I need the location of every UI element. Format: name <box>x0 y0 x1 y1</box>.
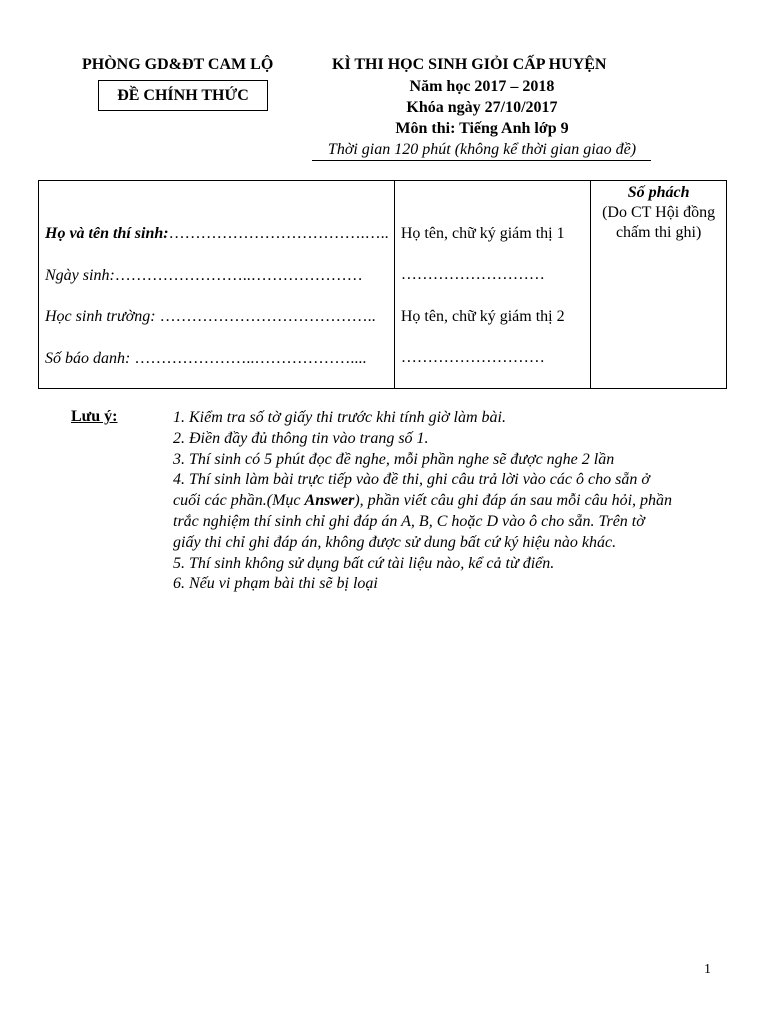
official-exam-box <box>98 80 268 111</box>
notes-label: Lưu ý: <box>71 408 118 425</box>
note-item: 2. Điền đầy đủ thông tin vào trang số 1. <box>173 429 429 447</box>
proctor1-label: Họ tên, chữ ký giám thị 1 <box>400 225 565 242</box>
birth-date-field[interactable] <box>45 267 363 285</box>
candidate-number-dots: …………………..……………….... <box>134 350 367 367</box>
candidate-number-label: Số báo danh: <box>45 350 131 367</box>
note-item-4-tail: ), phần viết câu ghi đáp án sau mỗi câu hỏi, phần trắc nghiệm thí sinh chỉ ghi đáp án A, B, C hoặc D vào ô cho sẵn. Trên tờ giấy thi chỉ ghi đáp án, không được sử dung bất cứ ký hiệu nào khác. <box>173 492 673 551</box>
school-year: Năm học 2017 – 2018 <box>409 78 555 95</box>
department-name: PHÒNG GD&ĐT CAM LỘ <box>82 56 274 73</box>
candidate-number-field[interactable] <box>45 350 366 368</box>
serial-note: (Do CT Hội đồng chấm thi ghi) <box>602 204 716 241</box>
exam-duration: Thời gian 120 phút (không kể thời gian giao đề) <box>327 141 637 158</box>
exam-date: Khóa ngày 27/10/2017 <box>406 99 558 116</box>
school-label: Học sinh trường: <box>45 308 156 325</box>
official-exam-label: ĐỀ CHÍNH THỨC <box>117 86 249 104</box>
note-item: 1. Kiểm tra số tờ giấy thi trước khi tính giờ làm bài. <box>173 409 506 426</box>
note-item: 3. Thí sinh có 5 phút đọc đề nghe, mỗi phần nghe sẽ được nghe 2 lần <box>173 450 615 468</box>
note-item <box>173 470 673 553</box>
proctor1-signature-line[interactable]: ……………………… <box>400 266 545 283</box>
page-number: 1 <box>704 962 711 977</box>
proctor2-signature-line[interactable]: ……………………… <box>400 349 545 366</box>
note-item-4-start: 4. Thí sinh làm bài trực tiếp vào đề thi, ghi câu trả lời vào các ô cho sẵn ở cuối các phần.(Mục <box>173 471 650 510</box>
proctor-cell <box>394 181 590 389</box>
candidate-name-label: Họ và tên thí sinh: <box>45 225 169 242</box>
note-item: 5. Thí sinh không sử dụng bất cứ tài liệu nào, kể cả từ điển. <box>173 554 555 572</box>
serial-number-cell <box>591 181 727 389</box>
school-dots: ………………………………….. <box>159 308 376 325</box>
birth-date-label: Ngày sinh: <box>45 267 115 284</box>
candidate-name-dots: ……………………………….….. <box>168 225 389 242</box>
duration-underline <box>312 160 651 161</box>
note-item-4-bold: Answer <box>304 492 355 510</box>
serial-title: Số phách <box>627 184 690 201</box>
candidate-info-table <box>38 180 727 389</box>
school-field[interactable] <box>45 308 376 326</box>
birth-date-dots: ……………………..………………… <box>114 267 363 284</box>
note-item: 6. Nếu vi phạm bài thi sẽ bị loại <box>173 575 378 593</box>
exam-subject: Môn thi: Tiếng Anh lớp 9 <box>395 120 569 137</box>
exam-title: KÌ THI HỌC SINH GIỎI CẤP HUYỆN <box>332 56 607 73</box>
candidate-name-field[interactable] <box>45 225 389 243</box>
candidate-info-cell <box>39 181 395 389</box>
notes-list <box>173 408 673 595</box>
proctor2-label: Họ tên, chữ ký giám thị 2 <box>400 308 565 325</box>
